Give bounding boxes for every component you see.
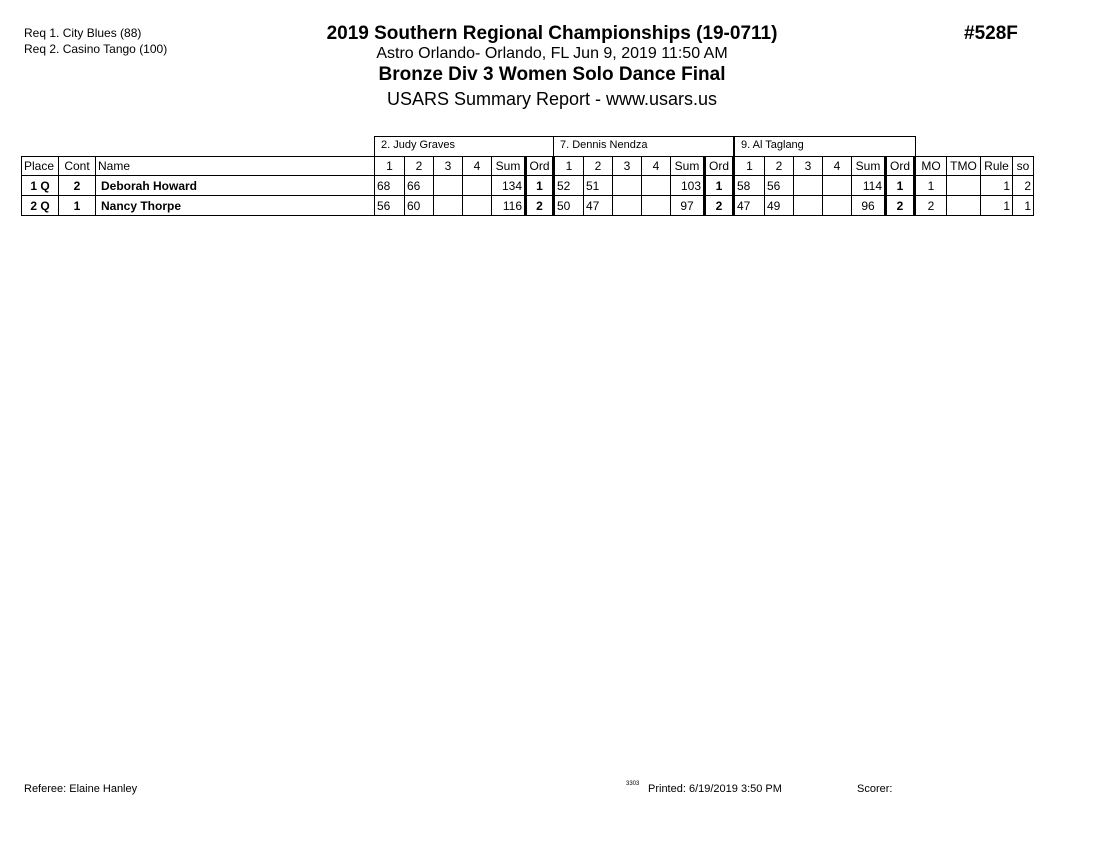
scorer-label: Scorer: — [857, 783, 893, 795]
place-cell: 2 Q — [22, 196, 59, 216]
j2-col-ord: Ord — [705, 157, 734, 176]
event-title: Bronze Div 3 Women Solo Dance Final — [378, 64, 726, 85]
col-name: Name — [96, 157, 375, 176]
mo-cell: 2 — [915, 196, 947, 216]
j2-col-2: 2 — [584, 157, 613, 176]
skater-name: Deborah Howard — [96, 176, 375, 196]
col-tmo: TMO — [947, 157, 981, 176]
j3-col-3: 3 — [794, 157, 823, 176]
j3-col-4: 4 — [823, 157, 852, 176]
tmo-cell — [947, 176, 981, 196]
j1-col-4: 4 — [463, 157, 492, 176]
table-header-row — [22, 157, 1034, 176]
sum-cell: 134 — [492, 176, 526, 196]
location-date: Astro Orlando- Orlando, FL Jun 9, 2019 11:50 AM — [376, 45, 728, 62]
score-cell — [823, 176, 852, 196]
ord-cell: 1 — [886, 176, 915, 196]
sum-cell: 96 — [852, 196, 886, 216]
score-cell — [823, 196, 852, 216]
requirement-2: Req 2. Casino Tango (100) — [24, 42, 168, 56]
score-cell — [434, 176, 463, 196]
j1-col-1: 1 — [375, 157, 405, 176]
j1-col-ord: Ord — [526, 157, 554, 176]
score-cell — [794, 196, 823, 216]
j2-col-3: 3 — [613, 157, 642, 176]
sum-cell: 97 — [671, 196, 705, 216]
score-cell — [613, 176, 642, 196]
score-cell: 56 — [375, 196, 405, 216]
score-cell: 49 — [765, 196, 794, 216]
score-cell: 50 — [554, 196, 584, 216]
col-mo: MO — [915, 157, 947, 176]
tmo-cell — [947, 196, 981, 216]
rule-cell: 1 — [981, 196, 1013, 216]
cont-cell: 2 — [59, 176, 96, 196]
score-cell: 56 — [765, 176, 794, 196]
ord-cell: 1 — [705, 176, 734, 196]
j1-col-3: 3 — [434, 157, 463, 176]
requirement-1: Req 1. City Blues (88) — [24, 26, 142, 40]
col-cont: Cont — [59, 157, 96, 176]
score-cell — [463, 176, 492, 196]
ord-cell: 2 — [526, 196, 554, 216]
score-cell: 66 — [405, 176, 434, 196]
score-cell — [434, 196, 463, 216]
j2-col-4: 4 — [642, 157, 671, 176]
ord-cell: 2 — [886, 196, 915, 216]
table-row — [22, 196, 1034, 216]
ord-cell: 1 — [526, 176, 554, 196]
sum-cell: 116 — [492, 196, 526, 216]
sum-cell: 103 — [671, 176, 705, 196]
report-code: 3303 — [626, 781, 640, 787]
col-rule: Rule — [981, 157, 1013, 176]
score-cell: 58 — [734, 176, 765, 196]
score-cell — [642, 176, 671, 196]
j2-col-1: 1 — [554, 157, 584, 176]
score-cell: 51 — [584, 176, 613, 196]
score-cell: 47 — [584, 196, 613, 216]
table-row — [22, 176, 1034, 196]
judge-header-2: 7. Dennis Nendza — [553, 136, 734, 156]
judge-header-3: 9. Al Taglang — [734, 136, 916, 156]
score-cell — [642, 196, 671, 216]
referee-label: Referee: Elaine Hanley — [24, 783, 138, 795]
score-cell: 60 — [405, 196, 434, 216]
j1-col-sum: Sum — [492, 157, 526, 176]
score-cell — [794, 176, 823, 196]
j3-col-sum: Sum — [852, 157, 886, 176]
place-cell: 1 Q — [22, 176, 59, 196]
rule-cell: 1 — [981, 176, 1013, 196]
report-title: USARS Summary Report - www.usars.us — [386, 89, 718, 109]
competition-title: 2019 Southern Regional Championships (19-0711) — [326, 23, 778, 44]
score-cell: 68 — [375, 176, 405, 196]
j3-col-1: 1 — [734, 157, 765, 176]
mo-cell: 1 — [915, 176, 947, 196]
judge-header-1: 2. Judy Graves — [374, 136, 554, 156]
printed-timestamp: Printed: 6/19/2019 3:50 PM — [648, 783, 782, 795]
skater-name: Nancy Thorpe — [96, 196, 375, 216]
col-place: Place — [22, 157, 59, 176]
col-so: so — [1013, 157, 1034, 176]
score-cell: 47 — [734, 196, 765, 216]
event-number: #528F — [964, 23, 1018, 44]
j2-col-sum: Sum — [671, 157, 705, 176]
score-cell — [463, 196, 492, 216]
results-table — [21, 156, 1034, 216]
sum-cell: 114 — [852, 176, 886, 196]
ord-cell: 2 — [705, 196, 734, 216]
j3-col-2: 2 — [765, 157, 794, 176]
cont-cell: 1 — [59, 196, 96, 216]
so-cell: 1 — [1013, 196, 1034, 216]
j1-col-2: 2 — [405, 157, 434, 176]
score-cell: 52 — [554, 176, 584, 196]
j3-col-ord: Ord — [886, 157, 915, 176]
so-cell: 2 — [1013, 176, 1034, 196]
score-cell — [613, 196, 642, 216]
